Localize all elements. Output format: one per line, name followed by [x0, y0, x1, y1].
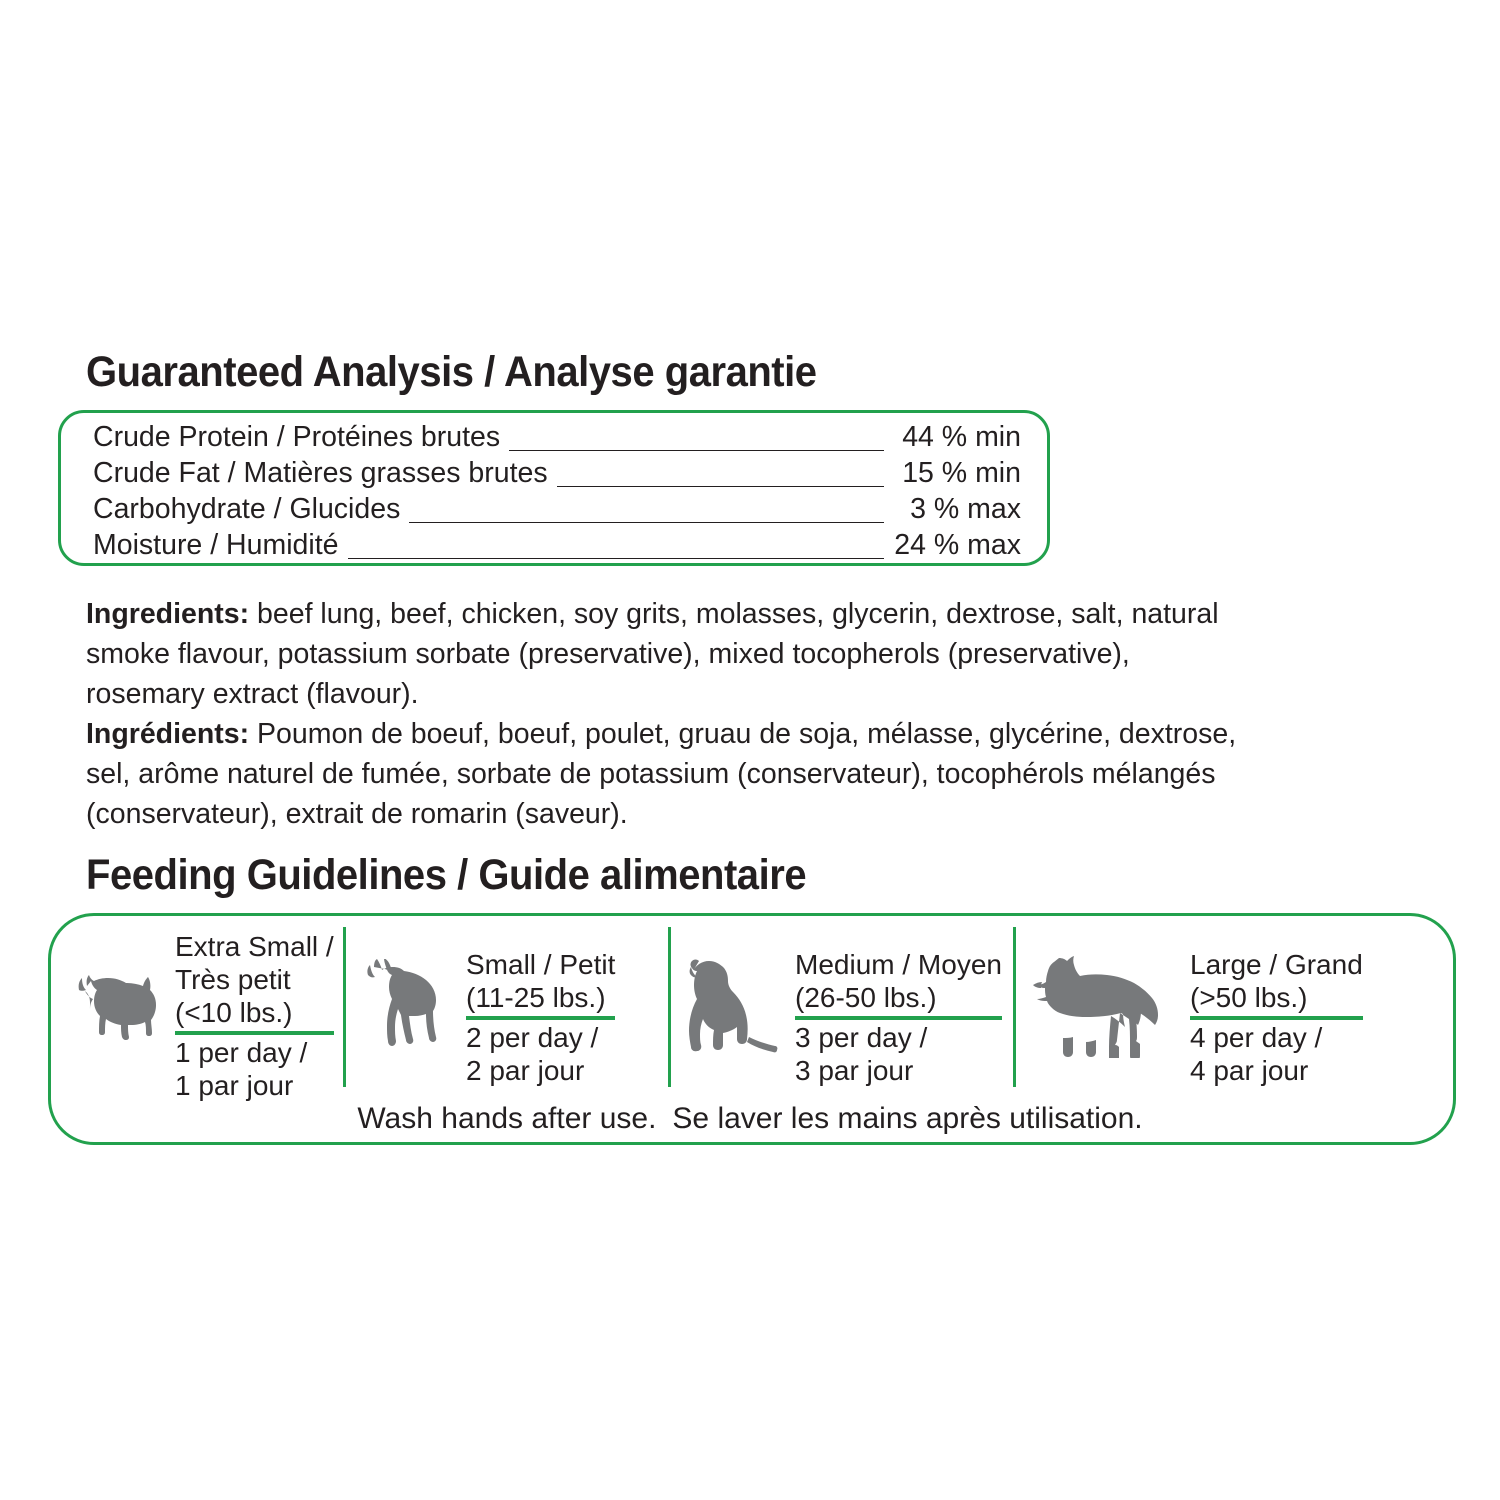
dog-medium-icon: [679, 953, 785, 1057]
feeding-text-medium: [795, 916, 1002, 1087]
feeding-cell-medium: [671, 916, 1016, 1088]
leader-line: [509, 449, 884, 451]
guaranteed-analysis-rows: [93, 421, 1021, 565]
feeding-size-line-1: Large / Grand: [1190, 949, 1363, 980]
feeding-size-cells: [51, 916, 1453, 1101]
nutrient-value: 24 % max: [894, 529, 1021, 561]
feeding-size-label: [175, 922, 334, 1029]
feeding-amount-line-2: 1 par jour: [175, 1070, 294, 1101]
ingredients-english: [86, 594, 1246, 714]
feeding-size-line-2: (>50 lbs.): [1190, 982, 1308, 1013]
leader-line: [409, 521, 884, 523]
feeding-text-large: [1190, 916, 1363, 1087]
feeding-amount-line-2: 4 par jour: [1190, 1055, 1309, 1086]
feeding-divider-rule: [175, 1031, 334, 1035]
feeding-amount-line-2: 3 par jour: [795, 1055, 914, 1086]
nutrient-value: 3 % max: [910, 493, 1021, 525]
wash-hands-french: Se laver les mains après utilisation.: [672, 1102, 1143, 1135]
nutrient-value: 15 % min: [902, 457, 1021, 489]
feeding-cell-small: [346, 916, 671, 1088]
dog-small-icon: [360, 959, 456, 1051]
feeding-amount-label: [466, 1021, 615, 1087]
ingredients-english-label: Ingredients:: [86, 598, 250, 630]
ingredients-french-text: Poumon de boeuf, boeuf, poulet, gruau de soja, mélasse, glycérine, dextrose, sel, arôme naturel de fumée, sorbate de potassium (conservateur), tocophérols mélangés (conservateur), extrait de romarin (saveur).: [86, 718, 1237, 830]
ingredients-block: [86, 594, 1246, 834]
leader-line: [557, 485, 884, 487]
feeding-cell-extra-small: [51, 916, 346, 1101]
wash-hands-notice: [0, 1102, 1500, 1136]
feeding-amount-label: [1190, 1021, 1363, 1087]
feeding-amount-line-1: 2 per day /: [466, 1022, 599, 1053]
nutrient-label: Carbohydrate / Glucides: [93, 493, 401, 525]
feeding-amount-label: [175, 1036, 334, 1102]
feeding-amount-line-2: 2 par jour: [466, 1055, 585, 1086]
feeding-text-extra-small: [175, 916, 334, 1102]
feeding-size-label: [466, 940, 615, 1014]
ingredients-french: [86, 714, 1246, 834]
feeding-divider-rule: [1190, 1016, 1363, 1020]
feeding-size-line-2: (11-25 lbs.): [466, 982, 606, 1013]
wash-hands-english: Wash hands after use.: [357, 1102, 657, 1135]
feeding-cell-large: [1016, 916, 1453, 1088]
feeding-divider-rule: [466, 1016, 615, 1020]
table-row: [93, 421, 1021, 457]
dog-extra-small-icon: [65, 967, 169, 1043]
feeding-size-label: [795, 940, 1002, 1014]
guaranteed-analysis-box: [58, 410, 1050, 566]
feeding-size-line-2: (26-50 lbs.): [795, 982, 937, 1013]
feeding-size-line-1: Extra Small /: [175, 931, 334, 962]
feeding-amount-line-1: 3 per day /: [795, 1022, 928, 1053]
nutrient-label: Crude Protein / Protéines brutes: [93, 421, 501, 453]
feeding-amount-line-1: 4 per day /: [1190, 1022, 1323, 1053]
nutrient-label: Moisture / Humidité: [93, 529, 339, 561]
feeding-size-line-2: Très petit: [175, 964, 291, 995]
ingredients-english-text: beef lung, beef, chicken, soy grits, molasses, glycerin, dextrose, salt, natural smoke flavour, potassium sorbate (preservative), mixed tocopherols (preservative), rosemary extract (flavour).: [86, 598, 1219, 710]
table-row: [93, 457, 1021, 493]
feeding-text-small: [466, 916, 615, 1087]
ingredients-french-label: Ingrédients:: [86, 718, 250, 750]
guaranteed-analysis-heading: Guaranteed Analysis / Analyse garantie: [86, 348, 817, 396]
feeding-size-line-3: (<10 lbs.): [175, 997, 293, 1028]
table-row: [93, 493, 1021, 529]
nutrient-label: Crude Fat / Matières grasses brutes: [93, 457, 548, 489]
leader-line: [348, 557, 885, 559]
feeding-amount-line-1: 1 per day /: [175, 1037, 308, 1068]
feeding-divider-rule: [795, 1016, 1002, 1020]
dog-large-icon: [1024, 952, 1172, 1058]
nutrient-value: 44 % min: [902, 421, 1021, 453]
feeding-size-label: [1190, 940, 1363, 1014]
feeding-size-line-1: Medium / Moyen: [795, 949, 1002, 980]
feeding-guidelines-heading: Feeding Guidelines / Guide alimentaire: [86, 851, 807, 899]
table-row: [93, 529, 1021, 565]
feeding-amount-label: [795, 1021, 1002, 1087]
feeding-size-line-1: Small / Petit: [466, 949, 616, 980]
